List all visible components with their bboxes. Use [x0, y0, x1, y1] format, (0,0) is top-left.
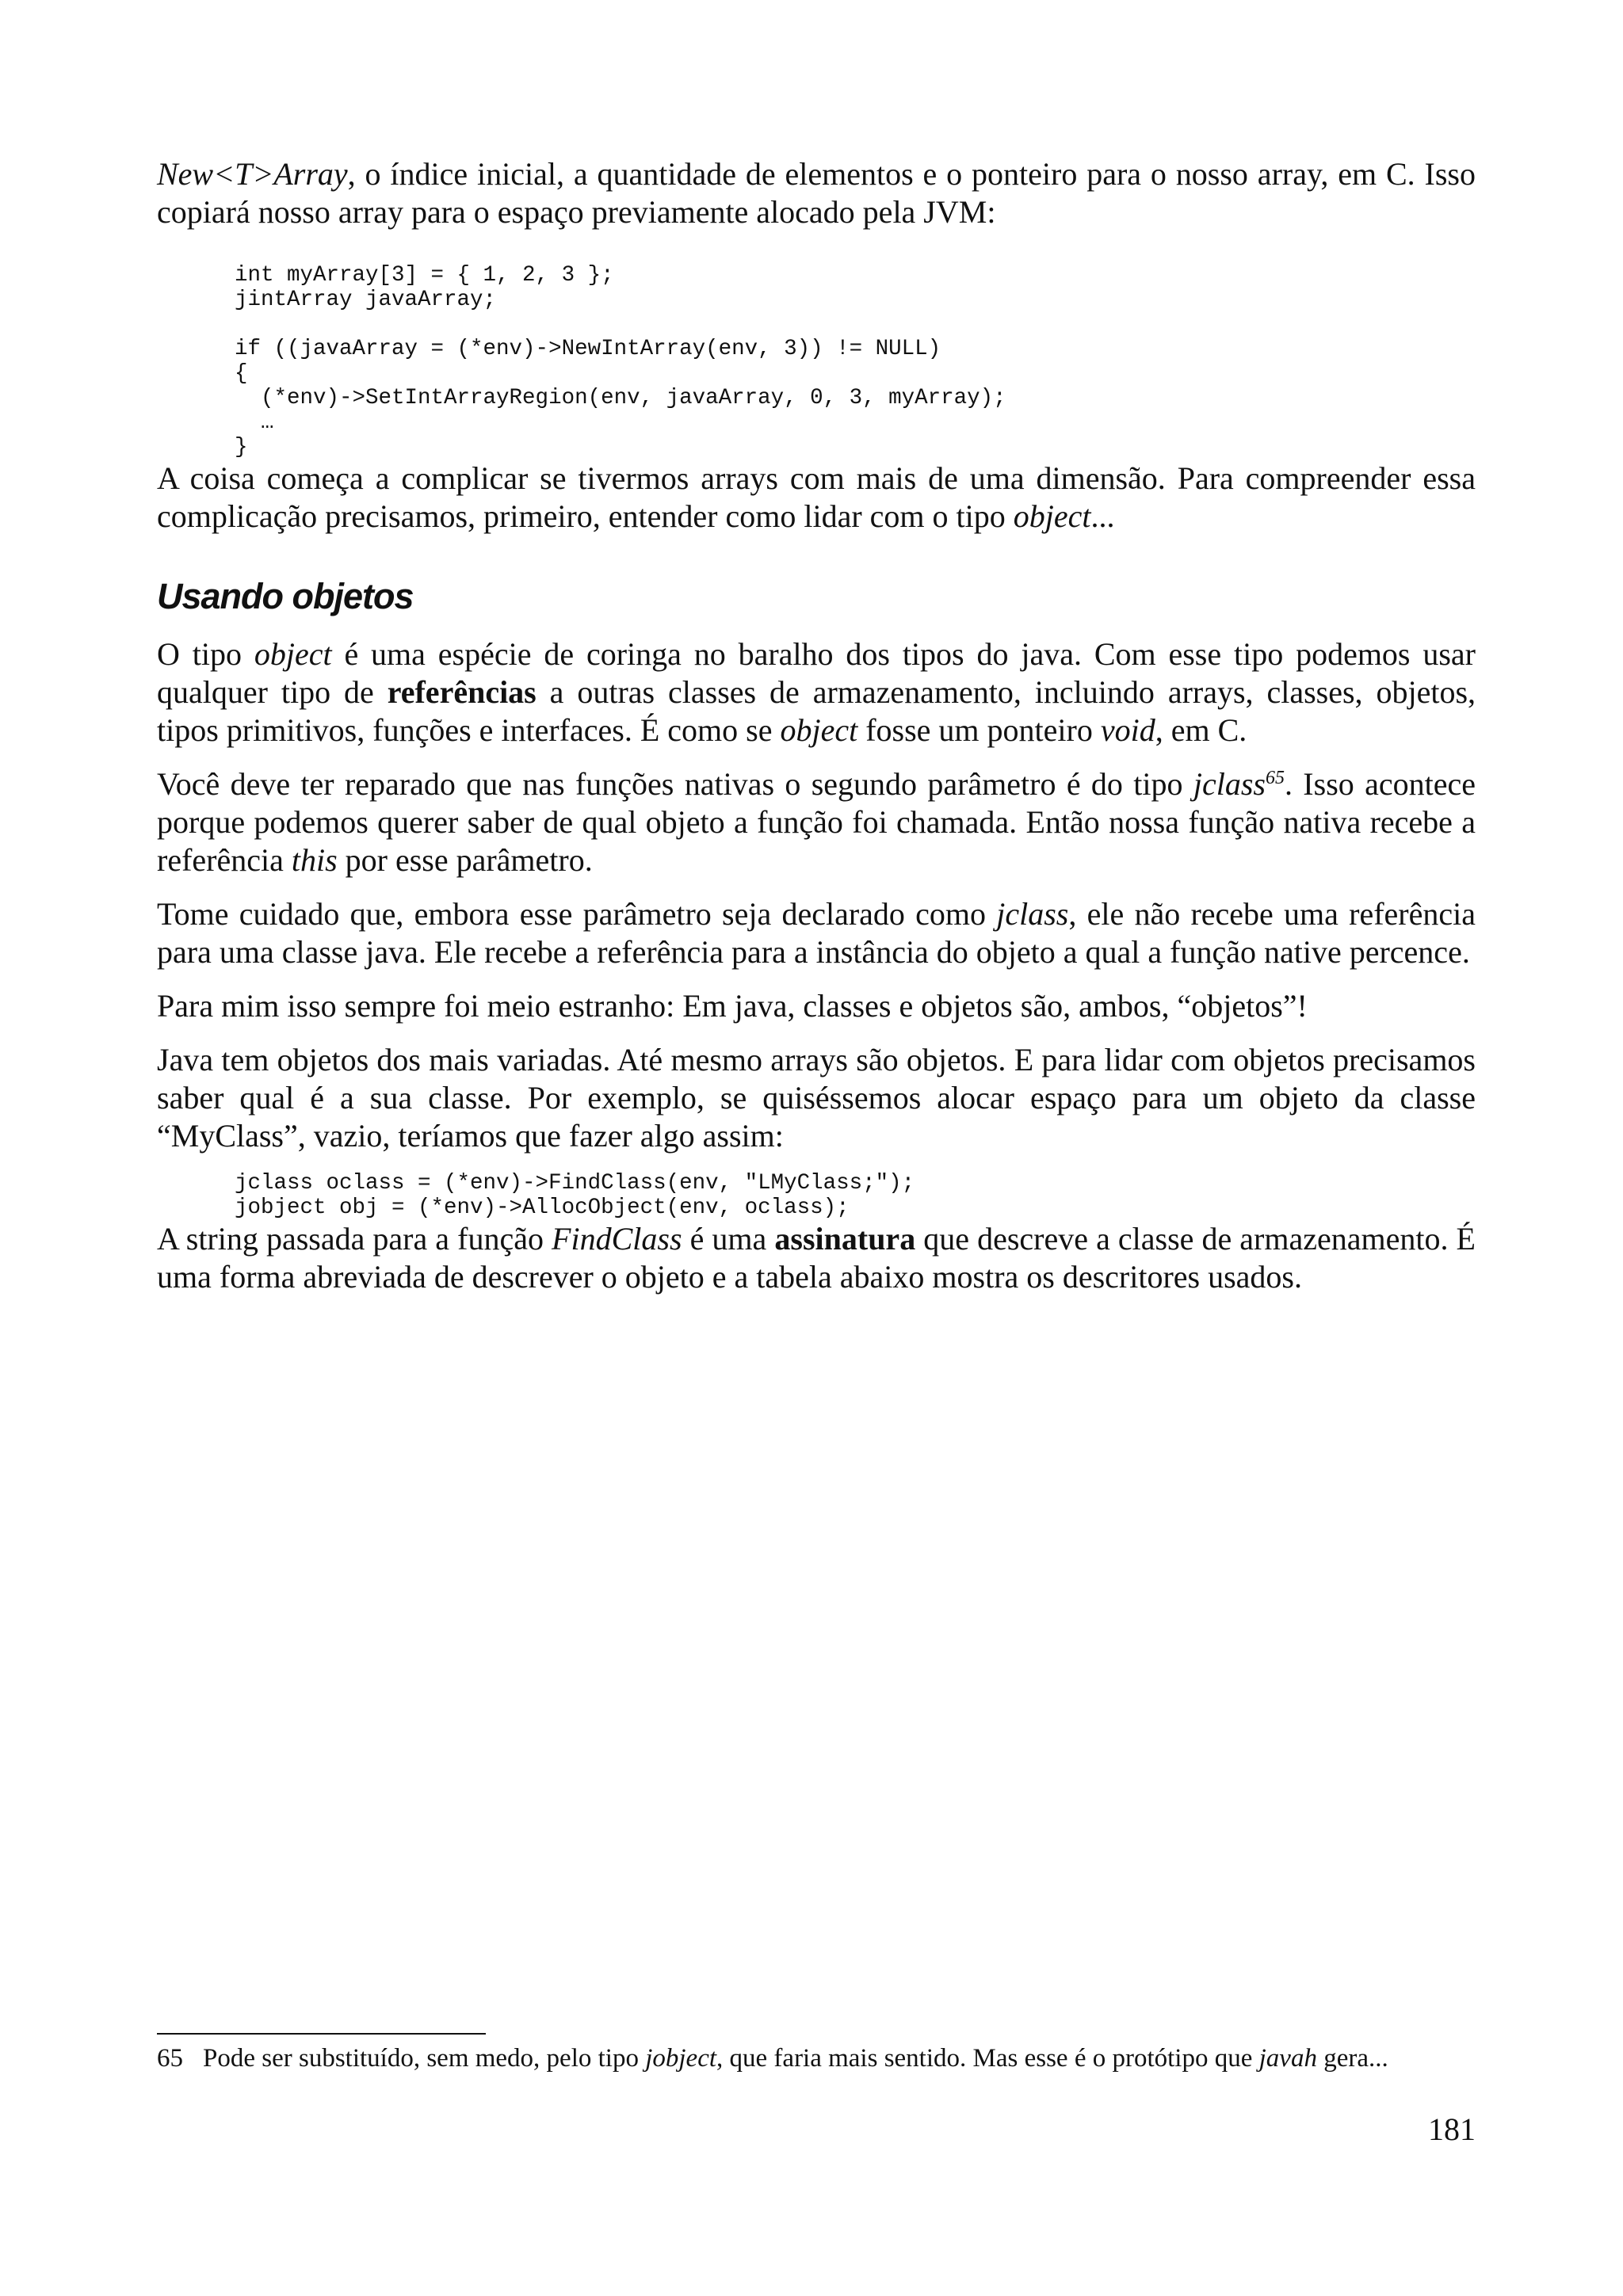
paragraph-text: A string passada para a função: [157, 1221, 552, 1257]
page-content: [157, 155, 1476, 1312]
footnote-65: [157, 2042, 1476, 2074]
paragraph-strange: Para mim isso sempre foi meio estranho: Em java, classes e objetos são, ambos, “objetos”!: [157, 988, 1308, 1024]
jclass-term: jclass: [996, 896, 1069, 932]
object-term: object: [254, 636, 332, 672]
paragraph-text: A coisa começa a complicar se tivermos arrays com mais de uma dimensão. Para compreender essa complicação precisamos, primeiro, entender como lidar com o tipo: [157, 460, 1476, 534]
paragraph-text: , o índice inicial, a quantidade de elementos e o ponteiro para o nosso array, em C. Isso copiará nosso array para o espaço previamente alocado pela JVM:: [157, 156, 1476, 230]
object-term: object: [1013, 498, 1091, 534]
findclass-term: FindClass: [552, 1221, 682, 1257]
paragraph-text: por esse parâmetro.: [337, 842, 593, 878]
footnote-text: Pode ser substituído, sem medo, pelo tipo: [203, 2044, 646, 2073]
assinatura-term: assinatura: [774, 1221, 916, 1257]
footnote-number: 65: [157, 2044, 183, 2073]
paragraph-text: O tipo: [157, 636, 254, 672]
paragraph-multidimensional: [157, 460, 1476, 536]
code-block-set-array-region: if ((javaArray = (*env)->NewIntArray(env, 3)) != NULL) { (*env)->SetIntArrayRegion(env, javaArray, 0, 3, myArray); … }: [235, 337, 1006, 460]
paragraph-text: fosse um ponteiro: [857, 712, 1101, 748]
paragraph-text: ...: [1090, 498, 1115, 534]
jobject-term: jobject: [645, 2044, 717, 2073]
paragraph-text: que descreve a classe de armazenamento. É uma forma abreviada de descrever o objeto e a tabela abaixo mostra os descritores usados.: [157, 1221, 1476, 1295]
footnote-text: , que faria mais sentido. Mas esse é o protótipo que: [716, 2044, 1259, 2073]
paragraph-text: , ele não recebe uma referência para uma classe java. Ele recebe a referência para a instância do objeto a qual a função native percence.: [157, 896, 1476, 970]
object-term: object: [780, 712, 858, 748]
javah-term: javah: [1258, 2044, 1317, 2073]
paragraph-text: . Isso acontece porque podemos querer saber de qual objeto a função foi chamada. Então nossa função nativa recebe a referência: [157, 766, 1476, 878]
paragraph-text: a outras classes de armazenamento, incluindo arrays, classes, objetos, tipos primitivos, funções e interfaces. É como se: [157, 674, 1476, 748]
paragraph-text: , em C.: [1155, 712, 1247, 748]
footnote-text: gera...: [1316, 2044, 1388, 2073]
referencias-term: referências: [387, 674, 537, 710]
paragraph-text: é uma: [682, 1221, 775, 1257]
paragraph-jclass-param: [157, 765, 1476, 879]
paragraph-text: Tome cuidado que, embora esse parâmetro seja declarado como: [157, 896, 997, 932]
section-heading: Usando objetos: [157, 576, 414, 616]
paragraph-text: é uma espécie de coringa no baralho dos tipos do java. Com esse tipo podemos usar qualquer tipo de: [157, 636, 1476, 710]
paragraph-object-type: [157, 635, 1476, 749]
footnote-reference[interactable]: 65: [1265, 768, 1285, 788]
paragraph-java-objects: Java tem objetos dos mais variadas. Até mesmo arrays são objetos. E para lidar com objetos precisamos saber qual é a sua classe. Por exemplo, se quiséssemos alocar espaço para um objeto da classe “MyClass”, vazio, teríamos que fazer algo assim:: [157, 1042, 1476, 1154]
new-array-term: New<T>Array: [157, 156, 348, 192]
paragraph-text: Você deve ter reparado que nas funções nativas o segundo parâmetro é do tipo: [157, 766, 1193, 802]
code-gap: [157, 312, 1476, 337]
paragraph-caution: [157, 895, 1476, 971]
code-block-find-class: jclass oclass = (*env)->FindClass(env, "LMyClass;"); jobject obj = (*env)->AllocObject(env, oclass);: [235, 1171, 915, 1220]
paragraph-signature: [157, 1220, 1476, 1296]
void-term: void: [1100, 712, 1155, 748]
code-block-array-declaration: int myArray[3] = { 1, 2, 3 }; jintArray javaArray;: [235, 263, 614, 312]
paragraph-newarray: [157, 155, 1476, 231]
footnote-separator: [157, 2033, 486, 2035]
this-term: this: [291, 842, 338, 878]
jclass-term: jclass: [1193, 766, 1266, 802]
page-number: 181: [1428, 2111, 1476, 2147]
